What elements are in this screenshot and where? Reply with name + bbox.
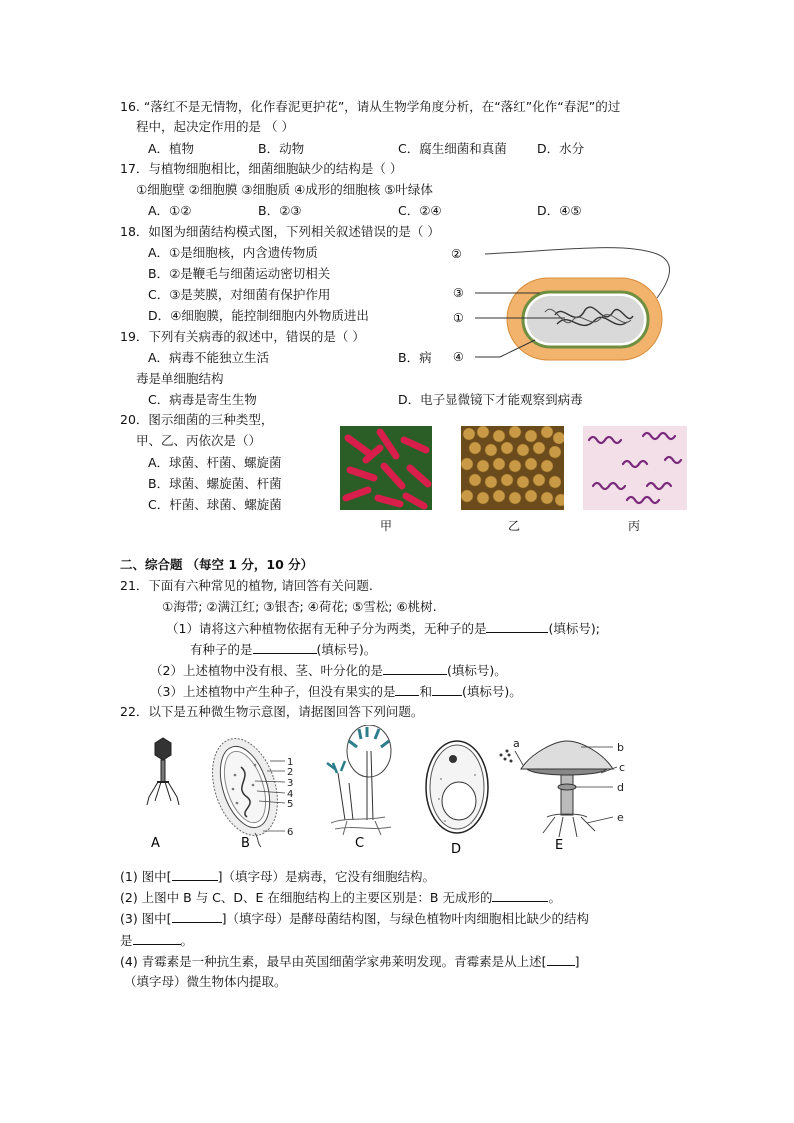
q22-part3-cont: 是 。 [120,933,194,948]
q20-option-c: C．杆菌、球菌、螺旋菌 [148,497,282,512]
figure-label-b: B [241,836,250,851]
q22-stem: 22．以下是五种微生物示意图，请据图回答下列问题。 [120,704,424,719]
q17-option-d: D．④⑤ [537,203,582,218]
cocci-photo [461,426,564,510]
q19-option-c: C．病毒是寄生生物 [148,392,257,407]
q21-stem: 21．下面有六种常见的植物, 请回答有关问题. [120,578,373,593]
section2-title: 二、综合题 [120,557,183,572]
q16-option-b: B．动物 [258,141,305,156]
bacilli-photo [340,426,432,510]
q16-option-d: D．水分 [537,141,585,156]
e-label-b: b [617,741,624,754]
q18-option-c: C．③是荚膜，对细菌有保护作用 [148,287,331,302]
q21-blank-4[interactable] [395,683,419,696]
bacterium-structure-diagram [445,240,690,370]
q22-blank-3[interactable] [172,910,222,923]
label-flagellum: ② [451,247,462,261]
q21-sub3: （3）上述植物中产生种子，但没有果实的是 和 (填标号)。 [150,684,522,699]
label-capsule: ③ [453,286,464,300]
q22-blank-5[interactable] [547,953,575,966]
figure-c-penicillium [327,725,391,835]
q20-stem-line1: 20．图示细菌的三种类型， [120,412,274,427]
q18-option-d: D．④细胞膜，能控制细胞内外物质进出 [148,308,369,323]
q17-option-a: A．①② [148,203,192,218]
q17-stem: 17．与植物细胞相比，细菌细胞缺少的结构是（ ） [120,161,403,176]
figure-label-e: E [555,838,564,853]
q22-part3: (3) 图中[ ]（填字母）是酵母菌结构图，与绿色植物叶肉细胞相比缺少的结构 [120,911,589,926]
q21-sub2: （2）上述植物中没有根、茎、叶分化的是 (填标号)。 [150,663,507,678]
q16-option-c: C．腐生细菌和真菌 [398,141,507,156]
figure-d-yeast [426,741,488,833]
q20-stem-line2: 甲、乙、丙依次是（） [136,433,262,448]
q22-blank-4[interactable] [133,932,181,945]
b-label-1: 1 [287,757,294,768]
q16-stem-line1: 16. “落红不是无情物，化作春泥更护花”，请从生物学角度分析，在“落红”化作“春泥”的过 [120,99,621,114]
q17-option-c: C．②④ [398,203,442,218]
q22-blank-2[interactable] [492,889,548,902]
q19-option-b-part2: 毒是单细胞结构 [136,371,224,386]
figure-label-c: C [355,836,365,851]
q21-blank-3[interactable] [383,662,447,675]
figure-label-a: A [151,836,160,851]
q19-option-a: A．病毒不能独立生活 [148,350,270,365]
figure-a-virus [147,738,179,805]
b-label-3: 3 [287,778,294,789]
caption-bing: 丙 [628,519,641,533]
q22-part4: (4) 青霉素是一种抗生素，最早由英国细菌学家弗莱明发现。青霉素是从上述[ ] [120,954,580,969]
q21-plants: ①海带; ②满江红; ③银杏; ④荷花; ⑤雪松; ⑥桃树. [162,599,437,614]
figure-label-d: D [451,842,462,855]
q21-sub1b: 有种子的是 (填标号)。 [190,642,377,657]
q18-option-b: B．②是鞭毛与细菌运动密切相关 [148,266,331,281]
q21-blank-1[interactable] [486,620,548,633]
e-label-a: a [513,737,520,750]
q18-stem: 18．如图为细菌结构模式图，下列相关叙述错误的是（ ） [120,224,440,239]
q21-blank-2[interactable] [253,641,317,654]
section2-heading [120,557,313,573]
q22-blank-1[interactable] [172,868,218,881]
q16-stem-line2: 程中，起决定作用的是 （ ） [136,119,294,134]
b-label-6: 6 [287,827,294,838]
label-membrane: ④ [453,350,464,364]
b-label-2: 2 [287,767,294,778]
q18-option-a: A．①是细胞核，内含遗传物质 [148,245,318,260]
caption-yi: 乙 [508,519,521,533]
q22-part4-cont: （填字母）微生物体内提取。 [124,974,287,989]
microorganisms-figure [135,725,655,855]
e-label-d: d [617,781,624,794]
q21-sub1a: （1）请将这六种植物依据有无种子分为两类，无种子的是 (填标号); [166,621,600,636]
spirilla-photo [583,426,687,510]
b-label-4: 4 [287,789,294,800]
e-label-e: e [617,811,624,824]
q17-items: ①细胞壁 ②细胞膜 ③细胞质 ④成形的细胞核 ⑤叶绿体 [136,182,433,197]
figure-e-mushroom [500,741,617,837]
q17-option-b: B．②③ [258,203,302,218]
section2-note: （每空 1 分，10 分） [186,557,314,572]
q19-stem: 19．下列有关病毒的叙述中，错误的是（ ） [120,329,365,344]
q22-part2: (2) 上图中 B 与 C、D、E 在细胞结构上的主要区别是：B 无成形的 。 [120,890,561,905]
label-nucleoid: ① [453,311,464,325]
q20-option-b: B．球菌、螺旋菌、杆菌 [148,476,282,491]
q21-blank-5[interactable] [432,683,462,696]
q16-option-a: A．植物 [148,141,195,156]
e-label-c: c [619,761,626,774]
q20-option-a: A．球菌、杆菌、螺旋菌 [148,455,282,470]
q19-option-b-part1: B．病 [398,350,432,365]
figure-b-bacterium [201,730,293,847]
q19-option-d: D．电子显微镜下才能观察到病毒 [398,392,583,407]
q22-part1: (1) 图中[ ]（填字母）是病毒，它没有细胞结构。 [120,869,435,884]
caption-jia: 甲 [380,519,393,533]
b-label-5: 5 [287,799,294,810]
